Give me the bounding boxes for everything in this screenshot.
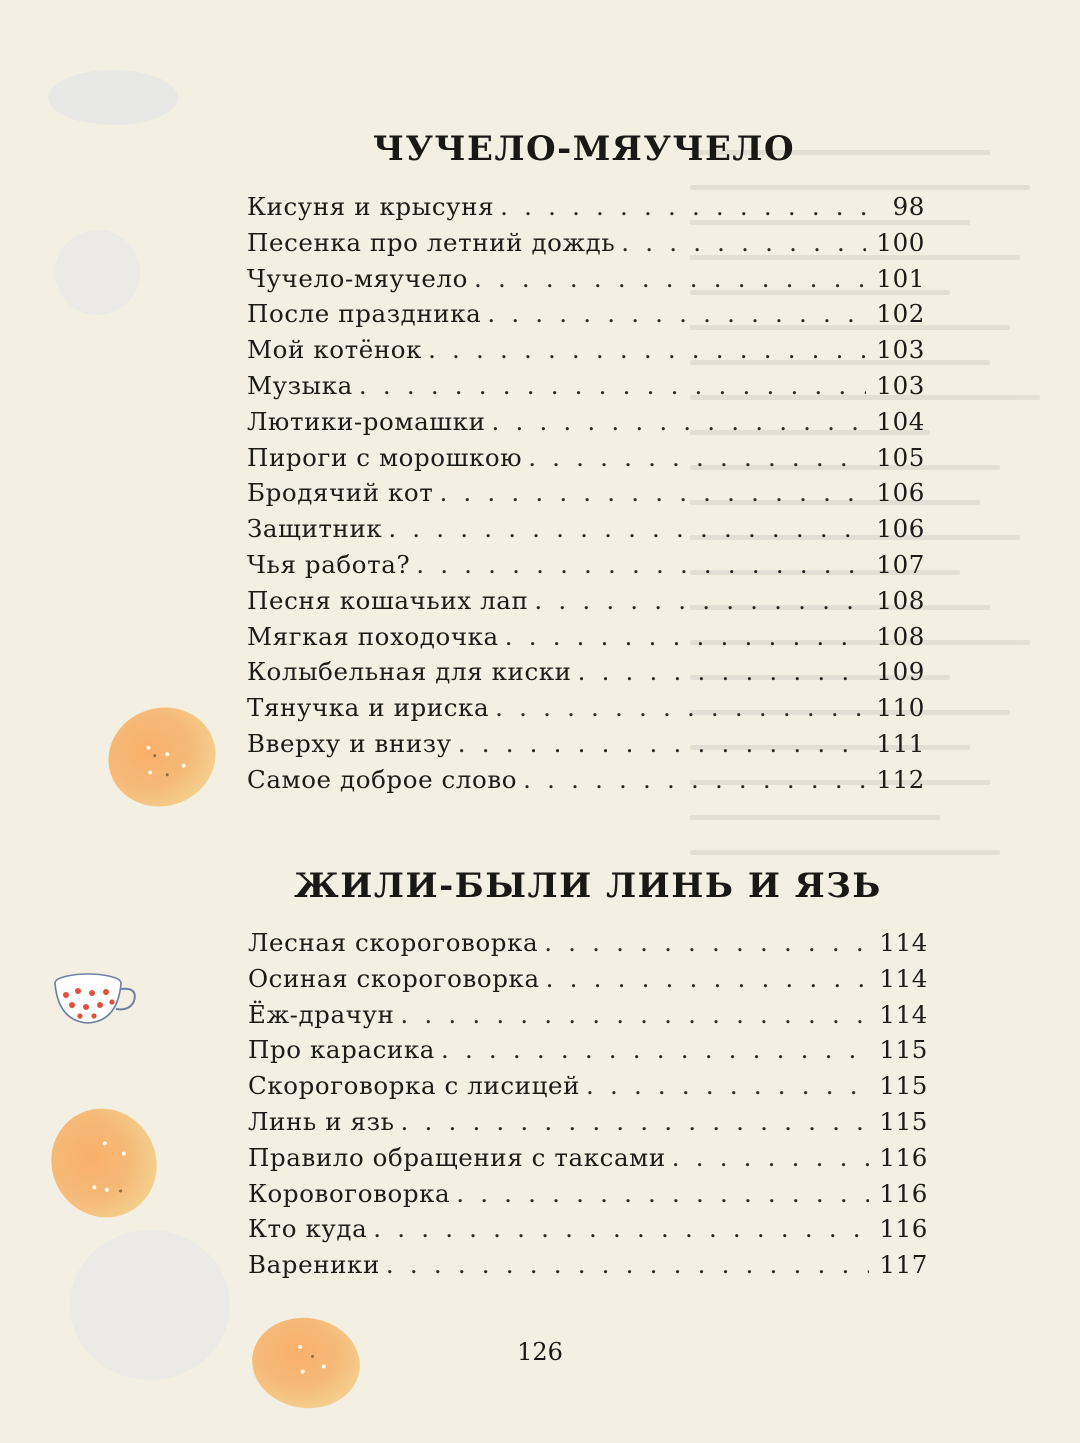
toc-entry[interactable]: [247, 583, 925, 619]
toc-entry[interactable]: [247, 762, 925, 798]
toc-entry-title: Защитник: [247, 514, 383, 544]
dot-leader: [474, 261, 866, 297]
toc-entry-title: Линь и язь: [248, 1106, 395, 1136]
toc-entry[interactable]: [248, 1247, 928, 1283]
dot-leader: [528, 440, 866, 476]
toc-entry-title: Тянучка и ириска: [247, 693, 490, 723]
dot-leader: [416, 547, 866, 583]
toc-entry[interactable]: [248, 961, 928, 997]
dot-leader: [439, 475, 866, 511]
toc-entry[interactable]: [248, 1176, 928, 1212]
toc-entry-page: 112: [876, 764, 925, 794]
toc-entry-title: Музыка: [247, 370, 353, 400]
toc-entry[interactable]: [247, 404, 925, 440]
toc-entry[interactable]: [247, 547, 925, 583]
toc-entry-page: 106: [876, 514, 925, 544]
dot-leader: [500, 189, 882, 225]
toc-entry-title: Пироги с морошкою: [247, 442, 523, 472]
toc-entry-page: 114: [879, 928, 928, 957]
dot-leader: [386, 1247, 870, 1283]
dot-leader: [458, 726, 867, 762]
dot-leader: [441, 1032, 869, 1068]
dot-leader: [505, 619, 867, 655]
toc-entry-title: Самое доброе слово: [247, 764, 518, 794]
toc-entry-page: 100: [876, 227, 925, 257]
toc-entry-title: Лютики-ромашки: [247, 406, 486, 436]
toc-entry[interactable]: [247, 368, 925, 404]
faint-blob-decoration: [48, 70, 178, 125]
toc-entry-page: 107: [876, 549, 925, 579]
cookie-icon: [96, 694, 229, 821]
toc-list: [247, 189, 925, 798]
toc-entry-title: Чучело-мяучело: [247, 263, 468, 293]
toc-entry-title: Скороговорка с лисицей: [248, 1071, 580, 1101]
toc-entry-title: Песенка про летний дождь: [247, 227, 616, 257]
toc-entry-title: Про карасика: [248, 1035, 435, 1065]
dot-leader: [546, 961, 870, 997]
toc-entry-title: Песня кошачьих лап: [247, 585, 529, 615]
dot-leader: [400, 997, 869, 1033]
toc-entry-title: Кто куда: [248, 1214, 368, 1244]
toc-entry[interactable]: [247, 189, 925, 225]
toc-entry[interactable]: [247, 726, 925, 762]
toc-entry-title: Правило обращения с таксами: [248, 1142, 666, 1172]
toc-entry[interactable]: [248, 1140, 928, 1176]
dot-leader: [621, 225, 866, 261]
toc-entry-page: 105: [876, 442, 925, 472]
toc-entry-title: После праздника: [247, 299, 482, 329]
toc-entry-page: 108: [876, 585, 925, 615]
toc-entry-page: 111: [876, 728, 925, 758]
toc-entry[interactable]: [247, 690, 925, 726]
toc-entry-title: Вверху и внизу: [247, 728, 452, 758]
toc-entry[interactable]: [247, 440, 925, 476]
toc-entry[interactable]: [248, 925, 928, 961]
toc-entry-title: Вареники: [248, 1250, 380, 1280]
toc-entry-page: 115: [879, 1071, 928, 1101]
dot-leader: [534, 583, 866, 619]
toc-entry-title: Колыбельная для киски: [247, 657, 572, 687]
toc-entry-title: Коровоговорка: [248, 1178, 451, 1208]
toc-entry-page: 117: [879, 1250, 928, 1280]
dot-leader: [523, 762, 866, 798]
toc-entry-page: 114: [879, 999, 928, 1029]
toc-entry-page: 114: [879, 963, 928, 993]
toc-entry-title: Ёж-драчун: [248, 999, 395, 1029]
dot-leader: [578, 654, 867, 690]
toc-entry[interactable]: [248, 1211, 928, 1247]
toc-entry[interactable]: [247, 261, 925, 297]
dot-leader: [359, 368, 867, 404]
page-number: 126: [517, 1338, 563, 1366]
toc-entry-page: 115: [879, 1035, 928, 1065]
toc-entry-page: 109: [876, 657, 925, 687]
toc-entry-page: 110: [876, 693, 925, 723]
toc-entry-page: 116: [879, 1214, 928, 1244]
toc-entry-page: 106: [876, 478, 925, 508]
toc-entry-page: 104: [876, 406, 925, 436]
toc-entry[interactable]: [248, 1104, 928, 1140]
toc-entry[interactable]: [247, 296, 925, 332]
toc-entry[interactable]: [247, 511, 925, 547]
toc-entry[interactable]: [247, 619, 925, 655]
toc-entry-title: Мой котёнок: [247, 335, 423, 365]
dot-leader: [487, 296, 866, 332]
dot-leader: [672, 1140, 870, 1176]
toc-entry-title: Кисуня и крысуня: [247, 192, 495, 221]
dot-leader: [586, 1068, 869, 1104]
faint-blob-decoration: [55, 230, 140, 315]
section-title: ЧУЧЕЛО-МЯУЧЕЛО: [372, 129, 796, 169]
toc-entry-page: 116: [879, 1178, 928, 1208]
section-title: ЖИЛИ-БЫЛИ ЛИНЬ И ЯЗЬ: [294, 866, 882, 906]
toc-entry[interactable]: [247, 475, 925, 511]
dot-leader: [492, 404, 867, 440]
dot-leader: [401, 1104, 870, 1140]
toc-entry-page: 102: [876, 299, 925, 329]
cookie-icon: [32, 1090, 175, 1236]
toc-entry-title: Чья работа?: [247, 549, 411, 579]
dot-leader: [428, 332, 866, 368]
dot-leader: [456, 1176, 869, 1212]
dot-leader: [373, 1211, 869, 1247]
dot-leader: [495, 690, 866, 726]
toc-entry[interactable]: [247, 225, 925, 261]
toc-entry-title: Бродячий кот: [247, 478, 434, 508]
toc-entry[interactable]: [247, 654, 925, 690]
toc-entry[interactable]: [248, 1032, 928, 1068]
toc-entry-page: 108: [876, 621, 925, 651]
dot-leader: [388, 511, 866, 547]
teacup-icon: [50, 965, 142, 1035]
toc-entry-title: Лесная скороговорка: [248, 928, 539, 957]
toc-entry-page: 103: [876, 370, 925, 400]
toc-entry-title: Осиная скороговорка: [248, 963, 540, 993]
toc-entry[interactable]: [248, 1068, 928, 1104]
toc-entry-page: 98: [892, 192, 925, 221]
toc-entry[interactable]: [248, 997, 928, 1033]
toc-entry-page: 101: [876, 263, 925, 293]
toc-entry-page: 103: [876, 335, 925, 365]
toc-list: [248, 925, 928, 1283]
toc-entry-page: 115: [879, 1106, 928, 1136]
toc-entry-page: 116: [879, 1142, 928, 1172]
toc-entry-title: Мягкая походочка: [247, 621, 499, 651]
dot-leader: [544, 925, 869, 961]
toc-entry[interactable]: [247, 332, 925, 368]
